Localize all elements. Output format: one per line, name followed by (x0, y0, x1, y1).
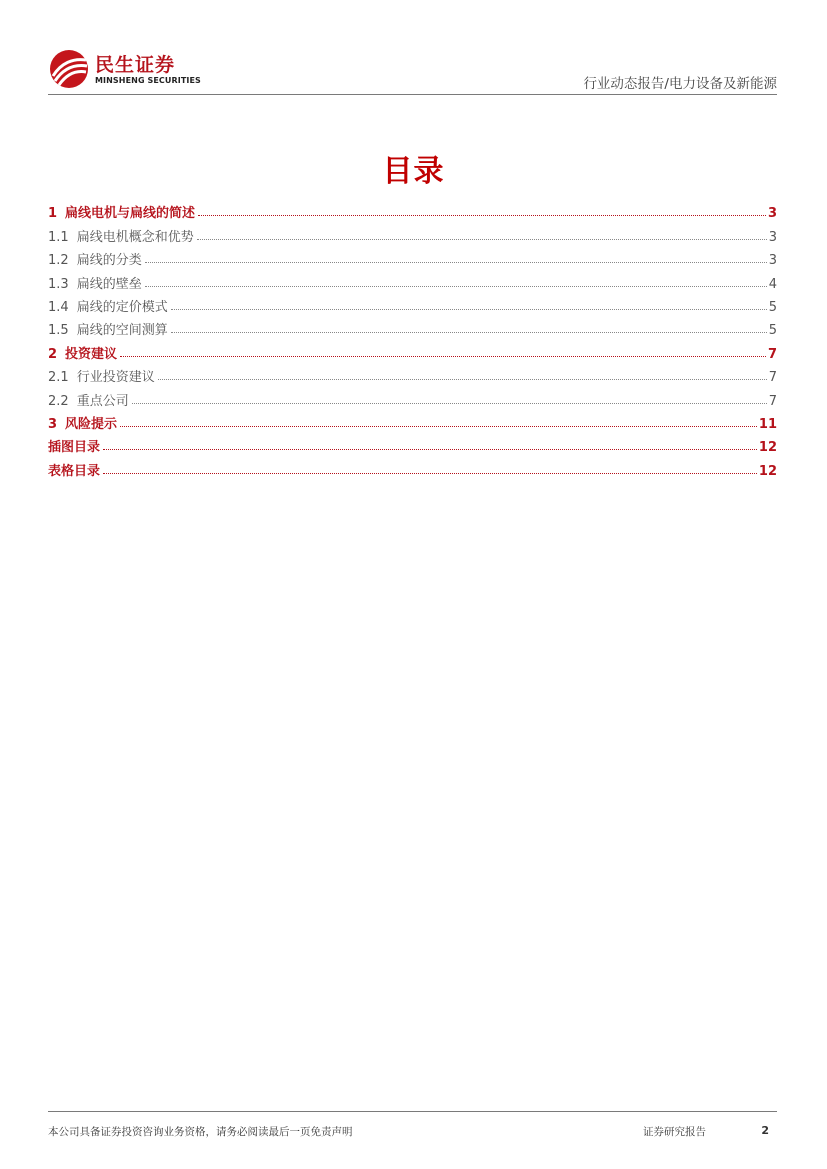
toc-entry-number: 1 (48, 206, 58, 222)
toc-entry-number: 2 (48, 346, 58, 362)
toc-entry-number: 3 (48, 416, 58, 432)
toc-entry-page: 12 (758, 463, 777, 479)
toc-dot-leader (198, 215, 766, 216)
report-type: 行业动态报告/电力设备及新能源 (583, 76, 777, 92)
toc-entry-number: 1.5 (48, 323, 69, 339)
toc-entry[interactable] (48, 432, 777, 455)
toc-entry-number: 1.2 (48, 253, 69, 269)
toc-entry-title: 扁线的分类 (76, 253, 142, 269)
toc-entry-number: 2.1 (48, 370, 69, 386)
toc-entry[interactable] (48, 338, 777, 361)
page-number: 2 (761, 1124, 769, 1137)
toc-dot-leader (120, 356, 766, 357)
toc-entry-page: 3 (768, 253, 777, 269)
logo-chinese-name: 民生证券 (95, 54, 176, 76)
toc-entry[interactable] (48, 455, 777, 478)
logo-english-name: MINSHENG SECURITIES (95, 76, 201, 85)
toc-entry-number: 2.2 (48, 393, 69, 409)
toc-entry[interactable] (48, 409, 777, 432)
report-label: 证券研究报告 (643, 1126, 706, 1138)
toc-entry-title: 扁线的定价模式 (76, 299, 168, 315)
toc-entry-number: 1.3 (48, 276, 69, 292)
disclaimer-text: 本公司具备证券投资咨询业务资格，请务必阅读最后一页免责声明 (48, 1126, 353, 1138)
minsheng-logo-icon (49, 49, 89, 89)
toc-entry-page: 7 (768, 370, 777, 386)
toc-dot-leader (158, 379, 767, 380)
toc-title: 目录 (382, 154, 445, 189)
toc-entry[interactable] (48, 315, 777, 338)
toc-entry-page: 3 (768, 229, 777, 245)
toc-dot-leader (171, 309, 767, 310)
toc-entry[interactable] (48, 268, 777, 291)
toc-dot-leader (132, 403, 767, 404)
toc-entry-title: 投资建议 (65, 346, 118, 362)
toc-entry-title: 表格目录 (48, 463, 101, 479)
toc-entry-title: 插图目录 (48, 440, 101, 456)
toc-entry-number: 1.4 (48, 299, 69, 315)
toc-entry[interactable] (48, 385, 777, 408)
toc-dot-leader (171, 332, 767, 333)
toc-entry-number: 1.1 (48, 229, 69, 245)
toc-entry-page: 5 (768, 323, 777, 339)
toc-entry-title: 风险提示 (65, 416, 118, 432)
toc-dot-leader (197, 239, 767, 240)
toc-entry-title: 扁线的壁垒 (76, 276, 142, 292)
page-footer (48, 1111, 777, 1142)
company-logo (48, 46, 208, 90)
toc-entry-title: 行业投资建议 (76, 370, 155, 386)
toc-entry-title: 扁线电机概念和优势 (76, 229, 194, 245)
toc-dot-leader (145, 286, 767, 287)
toc-dot-leader (120, 426, 757, 427)
toc-entry[interactable] (48, 292, 777, 315)
toc-dot-leader (103, 449, 757, 450)
toc-entry-page: 11 (758, 416, 777, 432)
toc-entry-page: 7 (767, 346, 777, 362)
toc-dot-leader (103, 473, 757, 474)
toc-entry[interactable] (48, 198, 777, 221)
toc-entry-title: 重点公司 (76, 393, 129, 409)
toc-dot-leader (145, 262, 767, 263)
toc-entry-page: 5 (768, 299, 777, 315)
page-header (48, 46, 777, 95)
table-of-contents (48, 198, 777, 479)
toc-entry-page: 3 (767, 206, 777, 222)
toc-entry-page: 12 (758, 440, 777, 456)
toc-entry-title: 扁线的空间测算 (76, 323, 168, 339)
toc-entry[interactable] (48, 221, 777, 244)
toc-entry[interactable] (48, 362, 777, 385)
toc-entry-page: 7 (768, 393, 777, 409)
toc-entry-page: 4 (768, 276, 777, 292)
toc-entry-title: 扁线电机与扁线的简述 (65, 206, 196, 222)
toc-entry[interactable] (48, 245, 777, 268)
